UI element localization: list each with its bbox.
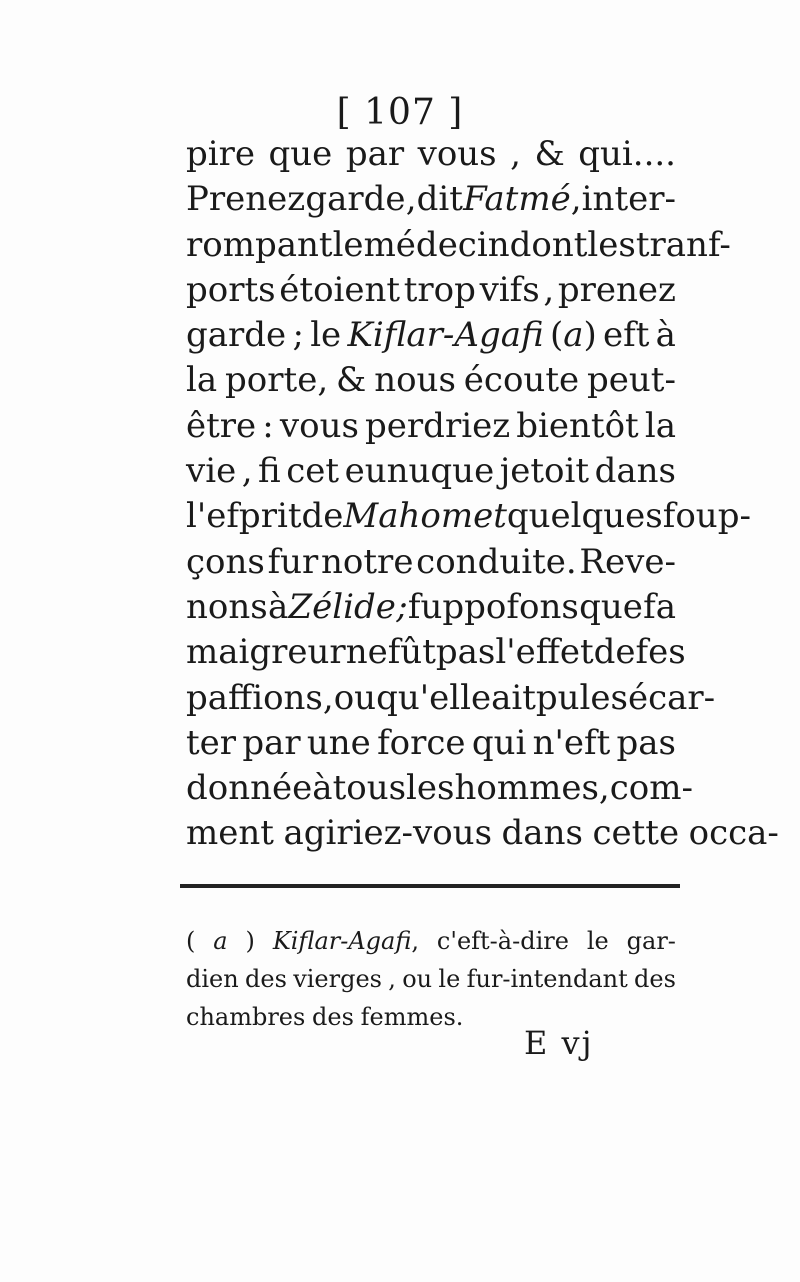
text-line-11: nons à Zélide ; fuppofons que fa [186, 586, 676, 627]
text-line-10: çons fur notre conduite. Reve- [186, 541, 676, 582]
text-line-13: paffions, ou qu'elle ait pu les écar- [186, 677, 716, 718]
text-line-15: donnée à tous les hommes, com- [186, 768, 693, 809]
body-text [186, 132, 779, 857]
text-line-6: la porte, & nous écoute peut- [186, 360, 676, 401]
footnote-line-2: dien des vierges , ou le fur-intendant des [186, 965, 676, 993]
text-line-1: pire que par vous , & qui.... [186, 134, 676, 174]
text-line-8: vie , fi cet eunuque jetoit dans [186, 451, 676, 492]
text-line-9: l'efprit de Mahomet quelques foup- [186, 496, 751, 537]
page-number: [ 107 ] [336, 92, 464, 133]
footnote-line-1: ( a ) Kiflar-Agafi, c'eft-à-dire le gar- [186, 927, 676, 955]
footnote [186, 922, 676, 1036]
text-line-12: maigreur ne fût pas l'effet de fes [186, 632, 686, 673]
text-line-2: Prenez garde , dit Fatmé, inter- [186, 179, 676, 220]
text-line-14: ter par une force qui n'eft pas [186, 722, 676, 763]
text-line-4: ports étoient trop vifs , prenez [186, 269, 676, 310]
text-line-16: ment agiriez-vous dans cette occa- [186, 813, 779, 854]
signature-mark: E vj [524, 1024, 594, 1062]
footnote-line-3: chambres des femmes. [186, 1003, 464, 1031]
footnote-divider [180, 884, 680, 888]
text-line-5: garde ; le Kiflar-Agafi (a) eft à [186, 315, 676, 356]
text-line-3: rompant le médecin dont les tranf- [186, 224, 731, 265]
text-line-7: être : vous perdriez bientôt la [186, 405, 676, 446]
